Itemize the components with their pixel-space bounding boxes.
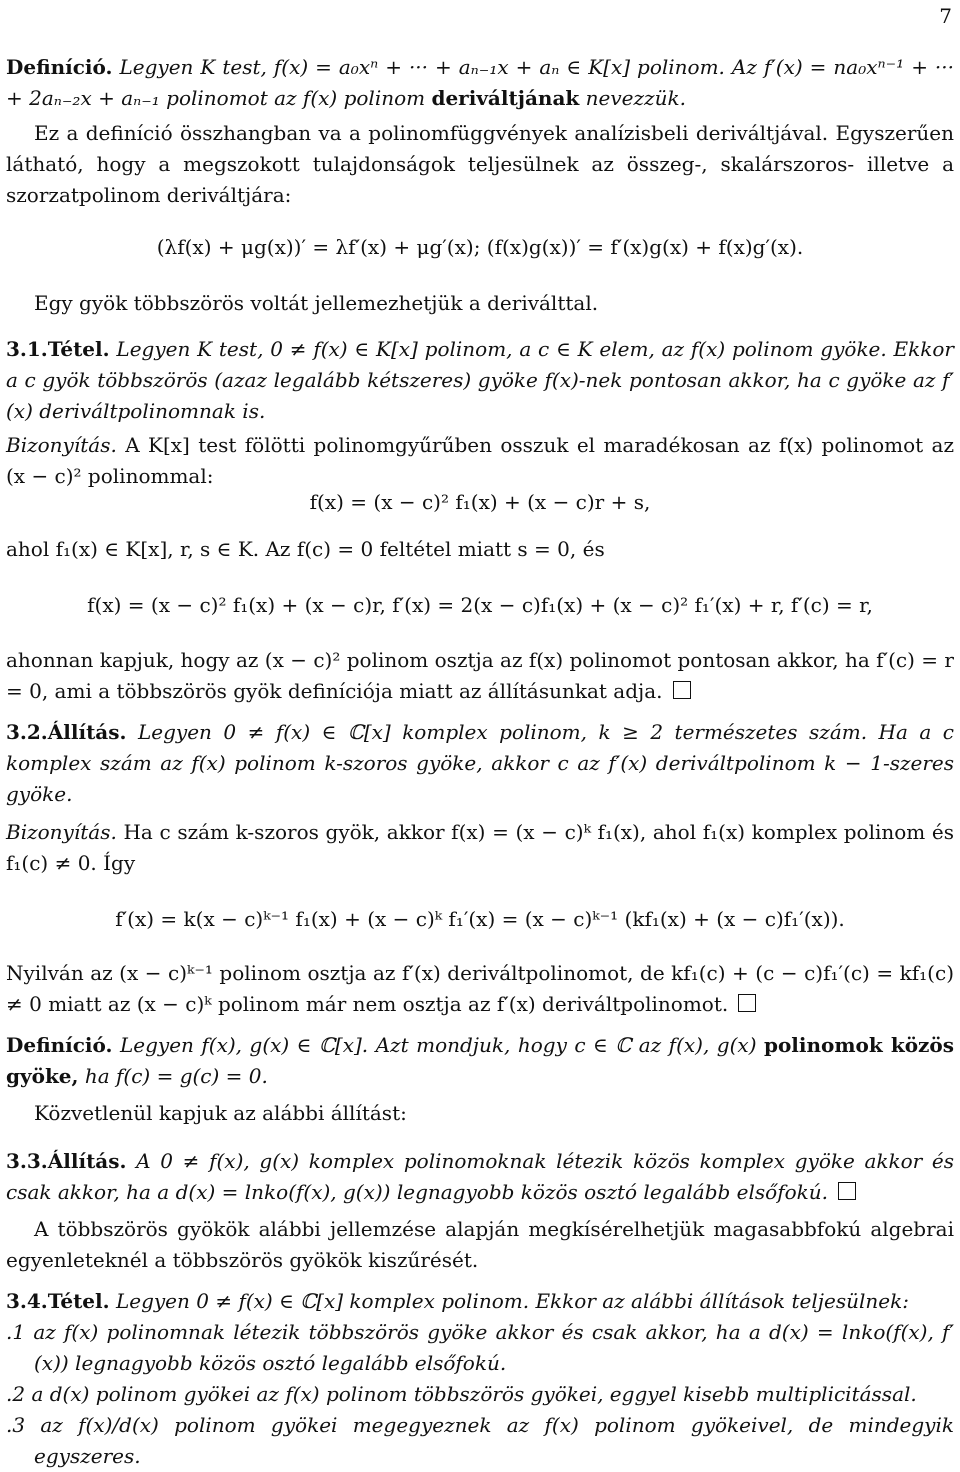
theorem-3-4 [6,1286,954,1472]
proof-conclusion: Nyilván az (x − c)ᵏ⁻¹ polinom osztja az f′(x) deriváltpolinomot, de kf₁(c) + (c − c)f₁′(c) = kf₁(c) ≠ 0 miatt az (x − c)ᵏ polinom már nem osztja az f′(x) deriváltpolinomot. [6,961,954,1016]
proof-2-equation: f′(x) = k(x − c)ᵏ⁻¹ f₁(x) + (x − c)ᵏ f₁′(x) = (x − c)ᵏ⁻¹ (kf₁(x) + (x − c)f₁′(x)). [115,907,845,931]
proof-heading: Bizonyítás. [6,433,117,457]
paragraph-characterization: A többszörös gyökök alábbi jellemzése alapján megkísérelhetjük magasabbfokú algebrai egyenleteknél a többszörös gyökök kiszűrését. [6,1217,954,1272]
proof-2 [6,817,954,879]
proof-1-equation-division: f(x) = (x − c)² f₁(x) + (x − c)r + s, [309,490,651,514]
qed-square-icon [673,681,691,699]
proposition-text: A 0 ≠ f(x), g(x) komplex polinomoknak létezik közös komplex gyöke akkor és csak akkor, ha a d(x) = lnko(f(x), g(x)) legnagyobb közös osztó legalább elsőfokú. [6,1149,955,1204]
proposition-heading: 3.2.Állítás. [6,720,127,744]
equation-derivative-rules: (λf(x) + μg(x))′ = λf′(x) + μg′(x); (f(x)g(x))′ = f′(x)g(x) + f(x)g′(x). [156,235,804,259]
definition-text: Legyen f(x), g(x) ∈ ℂ[x]. Azt mondjuk, hogy c ∈ ℂ az f(x), g(x) [119,1033,757,1057]
proof-2-text-2 [6,958,954,1020]
qed-square-icon [738,994,756,1012]
proposition-3-2 [6,717,954,810]
theorem-text: Legyen K test, 0 ≠ f(x) ∈ K[x] polinom, a c ∈ K elem, az f(x) polinom gyöke. Ekkor a c gyök többszörös (azaz legalább kétszeres) gyöke f(x)-nek pontosan akkor, ha c gyöke az f′(x) deriváltpolinomnak is. [6,337,954,423]
theorem-text: Legyen 0 ≠ f(x) ∈ ℂ[x] komplex polinom. Ekkor az alábbi állítások teljesülnek: [115,1289,909,1313]
proof-heading: Bizonyítás. [6,820,117,844]
theorem-heading: 3.4.Tétel. [6,1289,110,1313]
definition-term: deriváltjának [431,86,580,110]
proof-1-text-2: ahol f₁(x) ∈ K[x], r, s ∈ K. Az f(c) = 0 feltétel miatt s = 0, és [6,537,605,561]
definition-term: polinomok közös gyöke, [6,1033,954,1088]
definition-derivative [6,52,954,114]
theorem-item-2: .2 a d(x) polinom gyökei az f(x) polinom többszörös gyökei, eggyel kisebb multiplicitással. [6,1382,917,1406]
proof-1-equation-derivative: f(x) = (x − c)² f₁(x) + (x − c)r, f′(x) = 2(x − c)f₁(x) + (x − c)² f₁′(x) + r, f′(c) = r, [87,593,873,617]
proposition-heading: 3.3.Állítás. [6,1149,127,1173]
paragraph-consequence: Közvetlenül kapjuk az alábbi állítást: [34,1101,407,1125]
definition-common-root [6,1030,954,1092]
theorem-item-1: .1 az f(x) polinomnak létezik többszörös gyöke akkor és csak akkor, ha a d(x) = lnko(f(x), f′(x)) legnagyobb közös osztó legalább elsőfokú. [6,1320,954,1375]
paragraph-multiple-root: Egy gyök többszörös voltát jellemezhetjük a deriválttal. [34,291,599,315]
theorem-item-3: .3 az f(x)/d(x) polinom gyökei megegyeznek az f(x) polinom gyökeivel, de mindegyik egyszeres. [6,1413,954,1468]
proposition-text: Legyen 0 ≠ f(x) ∈ ℂ[x] komplex polinom, k ≥ 2 természetes szám. Ha a c komplex szám az f(x) polinom k-szoros gyöke, akkor c az f′(x) deriváltpolinom k − 1-szeres gyöke. [6,720,954,806]
proof-conclusion: ahonnan kapjuk, hogy az (x − c)² polinom osztja az f(x) polinomot pontosan akkor, ha f′(c) = r = 0, ami a többszörös gyök definíciója miatt az állításunkat adja. [6,648,954,703]
proof-text: Ha c szám k-szoros gyök, akkor f(x) = (x − c)ᵏ f₁(x), ahol f₁(x) komplex polinom és f₁(c) ≠ 0. Így [6,820,954,875]
qed-square-icon [838,1182,856,1200]
definition-heading: Definíció. [6,1033,113,1057]
definition-text: Legyen K test, f(x) = a₀xⁿ + ··· + aₙ₋₁x + aₙ ∈ K[x] polinom. Az f′(x) = na₀xⁿ⁻¹ + ··· + 2aₙ₋₂x + aₙ₋₁ polinomot az f(x) polinom [6,55,955,110]
theorem-heading: 3.1.Tétel. [6,337,110,361]
definition-end: ha f(c) = g(c) = 0. [84,1064,268,1088]
proposition-3-3 [6,1146,954,1208]
definition-heading: Definíció. [6,55,113,79]
paragraph-analysis: Ez a definíció összhangban va a polinomfüggvények analízisbeli deriváltjával. Egyszerűen látható, hogy a megszokott tulajdonságok teljesülnek az összeg-, skalárszoros- illetve a szorzatpolinom deriváltjára: [6,121,954,207]
proof-text: A K[x] test fölötti polinomgyűrűben osszuk el maradékosan az f(x) polinomot az (x − c)² polinommal: [6,433,954,488]
proof-1-text-3 [6,645,954,707]
proof-1 [6,430,954,492]
definition-end: nevezzük. [585,86,686,110]
page-number: 7 [939,4,952,28]
theorem-3-1 [6,334,954,427]
